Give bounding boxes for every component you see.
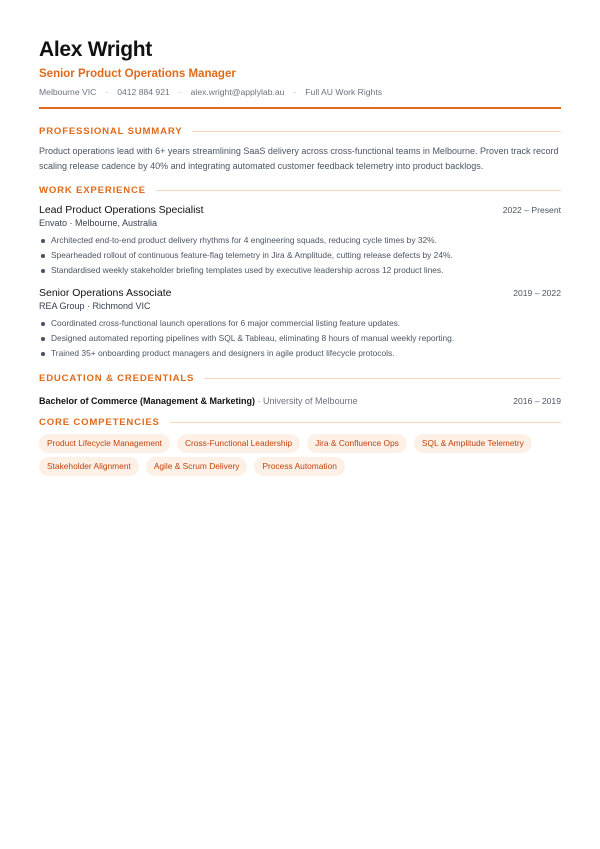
- section-education-heading: [39, 373, 561, 384]
- contact-email[interactable]: alex.wright@applylab.au: [190, 87, 285, 97]
- section-rule: [156, 190, 561, 191]
- section-skills-heading: [39, 417, 561, 428]
- contact-location: Melbourne VIC: [39, 87, 97, 97]
- contact-line: [39, 87, 382, 97]
- skills-list: [39, 434, 561, 480]
- job-bullet: Architected end-to-end product delivery rhythms for 4 engineering squads, reducing cycle times by 32%.: [39, 233, 561, 248]
- section-title: WORK EXPERIENCE: [39, 185, 146, 196]
- section-summary-heading: [39, 126, 561, 137]
- skill-chip: Stakeholder Alignment: [39, 457, 139, 476]
- skill-chip: SQL & Amplitude Telemetry: [414, 434, 532, 453]
- contact-separator: ·: [105, 87, 109, 97]
- skill-chip: Process Automation: [254, 457, 344, 476]
- section-rule: [192, 131, 561, 132]
- job-title: Lead Product Operations Specialist: [39, 204, 204, 216]
- section-title: EDUCATION & CREDENTIALS: [39, 373, 195, 384]
- job-dates: 2019 – 2022: [513, 288, 561, 298]
- section-title: CORE COMPETENCIES: [39, 417, 160, 428]
- job-bullet: Spearheaded rollout of continuous feature-flag telemetry in Jira & Amplitude, cutting release defects by 24%.: [39, 248, 561, 263]
- contact-phone: 0412 884 921: [117, 87, 170, 97]
- header-divider: [39, 107, 561, 109]
- job-company: REA Group · Richmond VIC: [39, 301, 151, 311]
- job-bullet: Trained 35+ onboarding product managers and designers in agile product lifecycle protocols.: [39, 346, 561, 361]
- skill-chip: Agile & Scrum Delivery: [146, 457, 248, 476]
- summary-text: Product operations lead with 6+ years streamlining SaaS delivery across cross-functional teams in Melbourne. Proven track record scaling release cadence by 40% and integrating automated customer feedback telemetry into product backlogs.: [39, 146, 559, 171]
- job-company: Envato · Melbourne, Australia: [39, 218, 158, 228]
- skill-chip: Product Lifecycle Management: [39, 434, 170, 453]
- candidate-name: Alex Wright: [39, 38, 152, 61]
- job-entry: [39, 204, 561, 278]
- section-rule: [170, 422, 561, 423]
- job-title: Senior Operations Associate: [39, 287, 172, 299]
- education-degree: Bachelor of Commerce (Management & Marketing): [39, 396, 256, 406]
- contact-separator: ·: [293, 87, 297, 97]
- section-experience-heading: [39, 185, 561, 196]
- contact-work-rights: Full AU Work Rights: [305, 87, 383, 97]
- education-dates: 2016 – 2019: [513, 396, 561, 406]
- job-bullets: [39, 316, 561, 361]
- skill-chip: Jira & Confluence Ops: [307, 434, 407, 453]
- job-dates: 2022 – Present: [502, 205, 561, 215]
- education-school: · University of Melbourne: [255, 396, 358, 406]
- job-bullet: Standardised weekly stakeholder briefing templates used by executive leadership across 12 product lines.: [39, 263, 561, 278]
- section-title: PROFESSIONAL SUMMARY: [39, 126, 183, 137]
- education-entry: [39, 391, 561, 409]
- section-rule: [204, 378, 561, 379]
- job-entry: [39, 287, 561, 361]
- skill-chip: Cross-Functional Leadership: [177, 434, 300, 453]
- contact-separator: ·: [178, 87, 182, 97]
- job-bullet: Coordinated cross-functional launch operations for 6 major commercial listing feature updates.: [39, 316, 561, 331]
- job-bullet: Designed automated reporting pipelines with SQL & Tableau, eliminating 8 hours of manual weekly reporting.: [39, 331, 561, 346]
- candidate-role: Senior Product Operations Manager: [39, 68, 236, 80]
- job-bullets: [39, 233, 561, 278]
